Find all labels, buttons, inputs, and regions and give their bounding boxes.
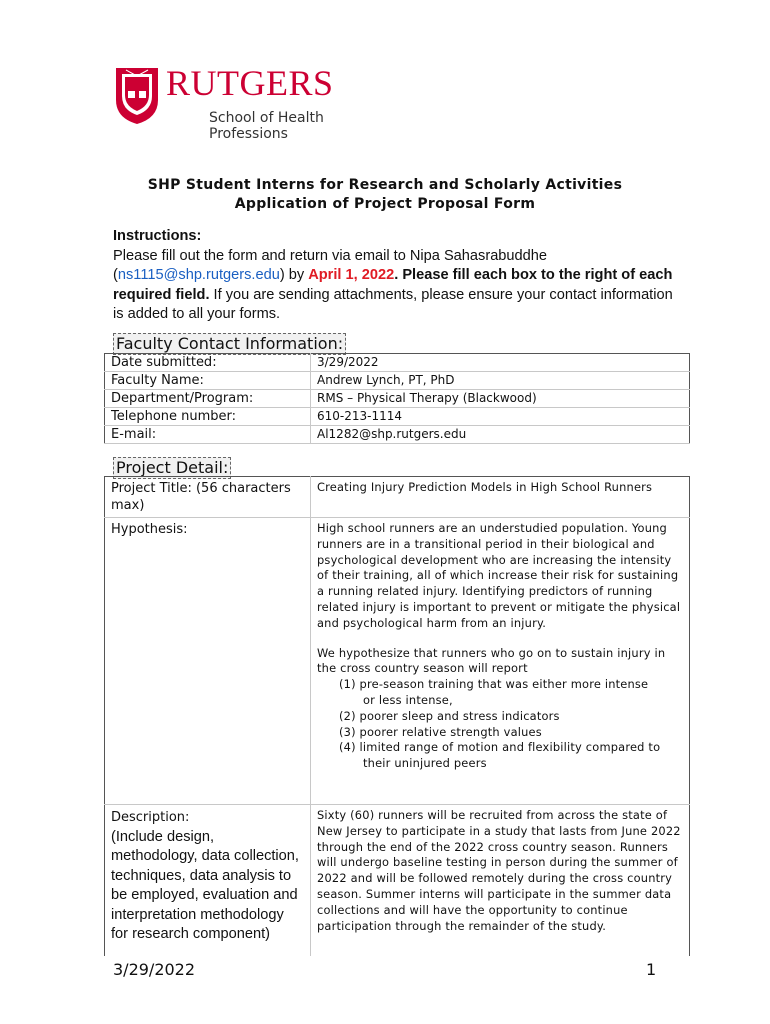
list-item: or less intense, bbox=[363, 692, 453, 707]
logo-wordmark: RUTGERS bbox=[166, 63, 334, 103]
field-label: Telephone number: bbox=[105, 408, 311, 426]
contact-email-link[interactable]: ns1115@shp.rutgers.edu bbox=[117, 267, 280, 283]
instructions-text: Please fill out the form and return via email to Nipa Sahasrabuddhe bbox=[113, 247, 548, 264]
hypothesis-statement: We hypothesize that runners who go on to sustain injury in the cross country season will report bbox=[317, 645, 666, 676]
table-row bbox=[105, 372, 690, 390]
department-field[interactable]: RMS – Physical Therapy (Blackwood) bbox=[311, 390, 690, 408]
project-title-label: Project Title: (56 characters max) bbox=[105, 477, 311, 518]
form-title-line2: Application of Project Proposal Form bbox=[234, 196, 536, 212]
table-row bbox=[105, 390, 690, 408]
list-item: their uninjured peers bbox=[363, 756, 487, 771]
faculty-section-heading: Faculty Contact Information: bbox=[113, 333, 346, 355]
instructions-by: by bbox=[284, 267, 309, 283]
page-number: 1 bbox=[646, 960, 657, 979]
description-title: Description: bbox=[111, 810, 190, 825]
required-note: . Please fill each box to the right of each required field. bbox=[113, 267, 673, 303]
field-label: Faculty Name: bbox=[105, 372, 311, 390]
description-hint: (Include design, methodology, data collection, techniques, data analysis to be employed, evaluation and interpretation methodology for research component) bbox=[111, 828, 299, 942]
table-row bbox=[105, 354, 690, 372]
instructions: Instructions: Please fill out the form and return via email to Nipa Sahasrabuddhe (ns1115@shp.rutgers.edu) by April 1, 2022. Please fill each box to the right of each required field. If you are sending attachments, please ensure your contact information is added to all your forms. bbox=[113, 228, 673, 322]
field-label: Department/Program: bbox=[105, 390, 311, 408]
project-detail-table bbox=[104, 476, 690, 956]
table-row bbox=[105, 408, 690, 426]
hypothesis-field[interactable] bbox=[311, 518, 690, 805]
list-item: (4) limited range of motion and flexibility compared to bbox=[339, 740, 661, 755]
attachment-note: If you are sending attachments, please ensure your contact information is added to all your forms. bbox=[113, 286, 673, 322]
instructions-label: Instructions: bbox=[113, 228, 202, 244]
list-item: (2) poorer sleep and stress indicators bbox=[339, 708, 560, 723]
table-row bbox=[105, 805, 690, 957]
table-row bbox=[105, 518, 690, 805]
list-item: (1) pre-season training that was either more intense bbox=[339, 677, 649, 692]
faculty-name-field[interactable]: Andrew Lynch, PT, PhD bbox=[311, 372, 690, 390]
description-field[interactable]: Sixty (60) runners will be recruited from across the state of New Jersey to participate in a study that lasts from June 2022 through the end of the 2022 cross country season. Runners will undergo baseline testing in person during the summer of 2022 and will be followed remotely during the cross country season. Summer interns will participate in the summer data collections and will have the opportunity to continue participation through the remainder of the study. bbox=[317, 808, 681, 933]
email-field[interactable]: Al1282@shp.rutgers.edu bbox=[311, 426, 690, 444]
description-label bbox=[105, 805, 311, 957]
table-row bbox=[105, 477, 690, 518]
rutgers-logo bbox=[114, 63, 384, 142]
list-item: (3) poorer relative strength values bbox=[339, 724, 542, 739]
hypothesis-label: Hypothesis: bbox=[105, 518, 311, 805]
date-submitted-field[interactable]: 3/29/2022 bbox=[311, 354, 690, 372]
hypothesis-paragraph: High school runners are an understudied population. Young runners are in a transitional period in their biological and psychological development who are increasing the intensity of their training, all of which increase their risk for sustaining a running related injury. Identifying predictors of running related injury is important to prevent or mitigate the physical and psychological harm from an injury. bbox=[317, 521, 681, 630]
deadline: April 1, 2022 bbox=[308, 267, 395, 283]
rutgers-shield-icon bbox=[114, 66, 160, 126]
form-title-line1: SHP Student Interns for Research and Scholarly Activities bbox=[147, 177, 623, 193]
footer-date: 3/29/2022 bbox=[113, 960, 196, 979]
telephone-field[interactable]: 610-213-1114 bbox=[311, 408, 690, 426]
project-title-field[interactable]: Creating Injury Prediction Models in High School Runners bbox=[311, 477, 690, 518]
logo-subtitle: School of Health Professions bbox=[209, 110, 324, 142]
project-section-heading: Project Detail: bbox=[113, 457, 231, 479]
field-label: Date submitted: bbox=[105, 354, 311, 372]
table-row bbox=[105, 426, 690, 444]
field-label: E-mail: bbox=[105, 426, 311, 444]
faculty-contact-table bbox=[104, 353, 690, 444]
